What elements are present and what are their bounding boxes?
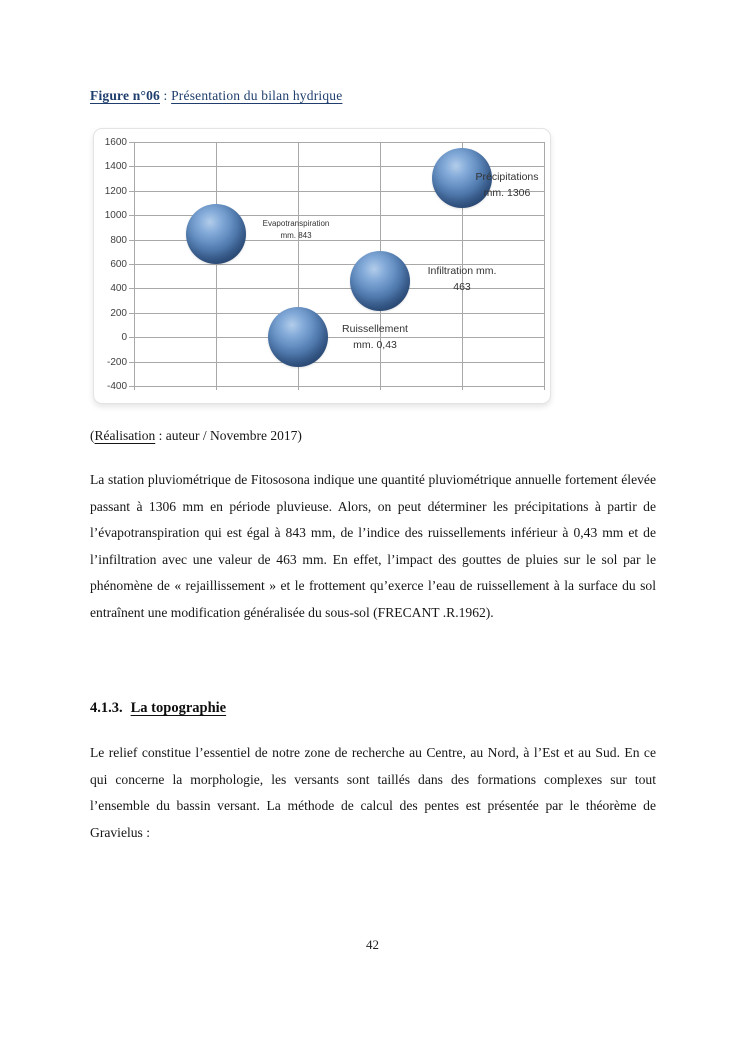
x-axis-tick [544,386,545,390]
paragraph-relief: Le relief constitue l’essentiel de notre zone de recherche au Centre, au Nord, à l’Est et au Sud. En ce qui concerne la morphologie, les versants sont taillés dans des formations complexes sur tout l’ensemble du bassin versant. La méthode de calcul des pentes est présentée par le théorème de Gravielus : [90,745,656,840]
bubble-evapotranspiration [186,204,246,264]
y-axis-label: 0 [121,332,127,343]
bubble-label-line: 463 [453,280,471,293]
gridline-horizontal [134,362,544,363]
y-axis-tick [129,313,134,314]
bubble-label-line: mm. 0,43 [353,339,397,352]
section-title: La topographie [130,700,227,716]
y-axis-tick [129,215,134,216]
figure-title [90,88,342,104]
bubble-label-line: mm. 1306 [483,186,531,199]
y-axis-tick [129,191,134,192]
figure-caption [90,428,302,444]
x-axis-tick [298,386,299,390]
y-axis-tick [129,362,134,363]
figure-label: Figure n°06 [90,88,160,103]
bubble-label-line: Evapotranspiration [262,219,330,229]
y-axis-tick [129,166,134,167]
x-axis-tick [134,386,135,390]
x-axis-tick [462,386,463,390]
figure-name: Présentation du bilan hydrique [171,88,343,103]
page-number: 42 [366,937,379,952]
bubble-label-infiltration [428,263,497,295]
bubble-label-line: Ruissellement [342,323,408,336]
bubble-ruissellement [268,307,328,367]
y-axis-label: 200 [110,308,127,319]
plot-right-border [544,142,545,386]
bubble-chart [93,128,551,404]
caption-realisation: Réalisation [94,428,156,443]
x-axis-tick [216,386,217,390]
bubble-label-line: Précipitations [475,170,539,183]
y-axis-label: 400 [110,283,127,294]
y-axis-label: 1200 [104,186,127,197]
bubble-label-ruissellement [342,321,408,353]
y-axis-label: -200 [106,357,127,368]
section-heading [90,700,226,717]
y-axis-tick [129,264,134,265]
y-axis-line [134,142,135,386]
y-axis-label: 600 [110,259,127,270]
y-axis-tick [129,240,134,241]
y-axis-tick [129,386,134,387]
bubble-label-line: mm. 843 [280,231,312,241]
y-axis-label: 1000 [104,210,127,221]
y-axis-tick [129,337,134,338]
x-axis-tick [380,386,381,390]
bubble-label-line: Infiltration mm. [427,264,497,277]
y-axis-tick [129,288,134,289]
bubble-label-precipitations [475,169,538,201]
gridline-horizontal [134,337,544,338]
y-axis-label: 1600 [104,137,127,148]
y-axis-tick [129,142,134,143]
y-axis-label: 800 [110,235,127,246]
y-axis-label: 1400 [104,161,127,172]
gridline-horizontal [134,142,544,143]
gridline-horizontal [134,313,544,314]
gridline-horizontal [134,386,544,387]
plot-area [134,142,544,386]
bubble-label-evapotranspiration [263,218,330,242]
section-number: 4.1.3. [90,700,123,716]
caption-prefix: ( [90,428,95,443]
gridline-vertical [216,142,217,386]
figure-separator: : [159,88,172,103]
y-axis-label: -400 [106,381,127,392]
paragraph-bilan-hydrique: La station pluviométrique de Fitososona indique une quantité pluviométrique annuelle fortement élevée passant à 1306 mm en période pluvieuse. Alors, on peut déterminer les précipitations à partir de l’évapotranspiration qui est égal à 843 mm, de l’indice des ruissellements inférieur à 0,43 mm et de l’infiltration avec une valeur de 463 mm. En effet, l’impact des gouttes de pluies sur le sol par le phénomène de « rejaillissement » et le frottement qu’exerce l’eau de ruissellement à la surface du sol entraînent une modification généralisée du sous-sol (FRECANT .R.1962). [90,472,656,620]
caption-rest: : auteur / Novembre 2017) [155,428,302,443]
bubble-infiltration [350,251,410,311]
